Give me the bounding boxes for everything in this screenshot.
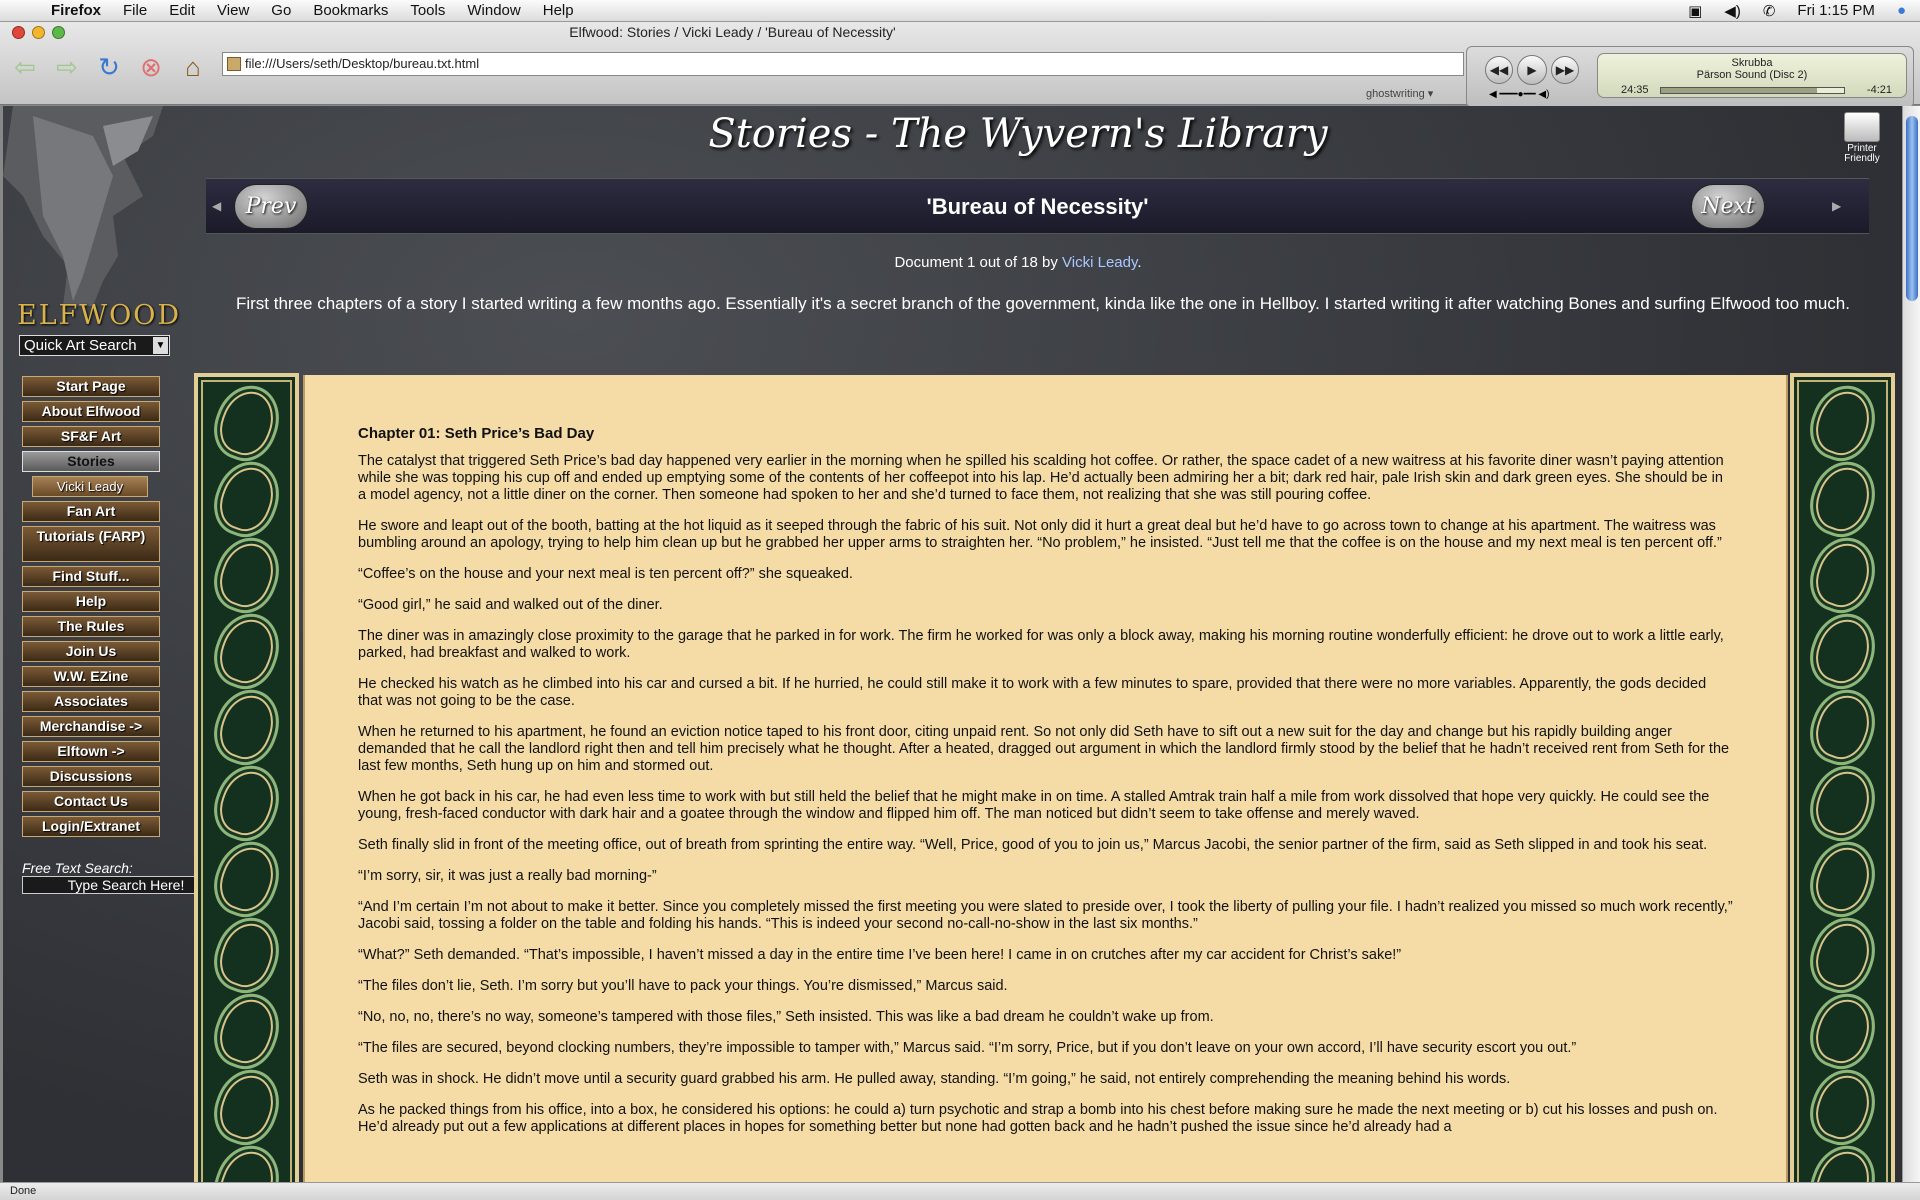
menu-window[interactable]: Window <box>467 2 521 19</box>
story-paragraph: “And I’m certain I’m not about to make it better. Since you completely missed the first meeting you were slated to preside over, I took the liberty of pulling your file. I hadn’t realized you missed so much work recently,” Jacobi said, tossing a folder on the table and folding his hands. “This is indeed your second no-call-no-show in the last six months.” <box>358 899 1733 932</box>
screen-icon[interactable]: ▣ <box>1688 2 1703 20</box>
celtic-knot-icon <box>205 377 289 470</box>
bookmark-folder-ghostwriting[interactable]: ghostwriting ▾ <box>1366 88 1434 100</box>
nav-button-elftown[interactable]: Elftown -> <box>22 741 160 762</box>
itunes-progress-bar[interactable] <box>1660 87 1845 94</box>
logo-text: ELFWOOD <box>17 300 182 331</box>
itunes-album-name: Pärson Sound (Disc 2) <box>1696 69 1808 81</box>
story-paragraph: The catalyst that triggered Seth Price’s bad day happened very earlier in the morning when he spilled his scalding hot coffee. Or rather, the space cadet of a new waitress at his favorite diner wasn’t paying attention while she was topping his cup off and ended up emptying some of the contents of her coffeepot into his lap. He’d actually been admiring her a bit; dark red hair, pale Irish skin and dark green eyes. She should be in a model agency, not a little diner on the corner. Then someone had spoken to her and she’d turned to face them, not realizing that she was still pouring coffee. <box>358 453 1724 503</box>
celtic-knot-icon <box>1801 453 1885 546</box>
celtic-knot-icon <box>1801 377 1885 470</box>
itunes-track-name: Skrubba <box>1731 57 1773 69</box>
printer-friendly-button[interactable] <box>1840 112 1884 164</box>
celtic-knot-icon <box>205 1061 289 1154</box>
elfwood-logo[interactable] <box>3 106 182 346</box>
author-link[interactable]: Vicki Leady <box>1062 254 1138 271</box>
story-paragraph: Seth was in shock. He didn’t move until a security guard grabbed his arm. He pulled away, standing. “I’m going,” he said, not entirely comprehending the meaning behind his words. <box>358 1071 1511 1087</box>
home-icon[interactable]: ⌂ <box>185 51 201 82</box>
nav-button-vicki-leady[interactable]: Vicki Leady <box>32 476 148 497</box>
menu-tools[interactable]: Tools <box>410 2 446 19</box>
nav-button-w-w-ezine[interactable]: W.W. EZine <box>22 666 160 687</box>
navigation-buttons <box>8 47 210 87</box>
printer-icon <box>1844 112 1880 142</box>
celtic-knot-icon <box>205 757 289 850</box>
forward-arrow-icon[interactable]: ⇨ <box>56 51 78 82</box>
spotlight-icon[interactable]: ● <box>1896 2 1906 19</box>
nav-button-help[interactable]: Help <box>22 591 160 612</box>
story-paragraph: He checked his watch as he climbed into his car and cursed a bit. If he hurried, he could still make it to work with a few minutes to spare, provided that there were no more variables. Apparently, the gods decided that was not going to be the case. <box>358 676 1707 709</box>
story-paragraph: When he got back in his car, he had even less time to work with but still held the belief that he might make in on time. A stalled Amtrak train half a mile from work dissolved that hope very quickly. He could see the young, fresh-faced conductor with dark hair and a goatee through the window and flipped him off. The man noticed but didn’t seem to take offense and merely waved. <box>358 789 1710 822</box>
phone-icon[interactable]: ✆ <box>1762 2 1776 20</box>
celtic-knot-icon <box>205 453 289 546</box>
nav-button-start-page[interactable]: Start Page <box>22 376 160 397</box>
free-text-search-label: Free Text Search: <box>22 860 133 876</box>
celtic-knot-icon <box>1801 985 1885 1078</box>
nav-button-fan-art[interactable]: Fan Art <box>22 501 160 522</box>
story-paragraph: He swore and leapt out of the booth, batting at the hot liquid as it seeped through the fabric of his suit. Not only did it hurt a great deal but he’d have to go across town to change at his apartment. The waitress was bumbling around an apology, trying to help him clean up but he grabbed her upper arms to straighten her. “No problem,” he insisted. “Just tell me that the coffee is on the house and my next meal is ten percent off.” <box>358 518 1722 551</box>
quick-art-search-value: Quick Art Search <box>24 337 137 354</box>
celtic-knot-icon <box>1801 833 1885 926</box>
story-paragraph: The diner was in amazingly close proximity to the garage that he parked in for work. The firm he worked for was only a block away, making his morning routine wonderfully efficient: he drove out to work a little early, parked, had breakfast and walked to work. <box>358 628 1724 661</box>
window-title: Elfwood: Stories / Vicki Leady / 'Bureau of Necessity' <box>569 24 896 40</box>
prev-button[interactable]: Prev <box>234 184 308 229</box>
celtic-border-right <box>1790 373 1895 1182</box>
clock[interactable]: Fri 1:15 PM <box>1797 2 1875 19</box>
celtic-knot-icon <box>205 681 289 774</box>
back-arrow-icon[interactable]: ⇦ <box>14 51 36 82</box>
celtic-knot-icon <box>1801 757 1885 850</box>
celtic-knot-icon <box>1801 529 1885 622</box>
nav-button-find-stuff[interactable]: Find Stuff... <box>22 566 160 587</box>
nav-button-merchandise[interactable]: Merchandise -> <box>22 716 160 737</box>
nav-button-tutorials-farp[interactable]: Tutorials (FARP) <box>22 526 160 562</box>
volume-icon[interactable]: ◀) <box>1724 2 1741 20</box>
menu-file[interactable]: File <box>123 2 148 19</box>
vertical-scrollbar[interactable] <box>1902 106 1920 1182</box>
celtic-knot-icon <box>205 605 289 698</box>
itunes-elapsed: 24:35 <box>1621 84 1649 96</box>
itunes-next-icon[interactable]: ▶▶ <box>1551 56 1579 84</box>
menu-bookmarks[interactable]: Bookmarks <box>313 2 389 19</box>
free-text-search <box>22 860 172 894</box>
document-info <box>163 254 1873 271</box>
story-paragraph: As he packed things from his office, into a box, he considered his options: he could a) turn psychotic and strap a bomb into his chest before making sure he made the next meeting or b) cut his losses and push on. He’d already put out a few applications at different places in hopes for something better but none had gotten back and he hadn’t pushed the issue since he’d already had a <box>358 1102 1718 1135</box>
celtic-knot-icon <box>205 909 289 1002</box>
story-navigation-bar <box>206 178 1869 234</box>
story-paragraph: Seth finally slid in front of the meeting office, out of breath from sprinting the entire way. “Well, Price, good of you to join us,” Marcus Jacobi, the senior partner of the firm, said as Seth slipped in and took his seat. <box>358 837 1708 853</box>
document-info-text: Document 1 out of 18 by <box>894 254 1063 271</box>
left-triangle-icon: ◀ <box>212 199 222 213</box>
site-sidebar-nav <box>22 376 160 841</box>
nav-button-stories[interactable]: Stories <box>22 451 160 472</box>
story-paragraph: “The files don’t lie, Seth. I’m sorry but you’ll have to pack your things. You’re dismissed,” Marcus said. <box>358 978 1008 994</box>
nav-button-contact-us[interactable]: Contact Us <box>22 791 160 812</box>
right-triangle-icon: ▶ <box>1832 199 1842 213</box>
story-paragraph: “I’m sorry, sir, it was just a really bad morning-” <box>358 868 657 884</box>
page-content <box>3 106 1902 1182</box>
menu-app-firefox[interactable]: Firefox <box>51 2 102 19</box>
menu-edit[interactable]: Edit <box>169 2 196 19</box>
story-paragraph: “Coffee’s on the house and your next meal is ten percent off?” she squeaked. <box>358 566 853 582</box>
site-favicon-icon <box>227 57 241 71</box>
story-paragraph: “What?” Seth demanded. “That’s impossible, I haven’t missed a day in the entire time I’ve been here! I came in on crutches after my car accident for Christ’s sake!” <box>358 947 1402 963</box>
stop-icon[interactable]: ⊗ <box>140 51 162 82</box>
itunes-volume-slider[interactable]: ◀ ━━━●━━ ◀) <box>1489 89 1550 100</box>
menu-go[interactable]: Go <box>271 2 292 19</box>
browser-toolbar <box>0 22 1920 105</box>
itunes-progress-fill <box>1661 88 1817 93</box>
celtic-knot-icon <box>1801 1061 1885 1154</box>
itunes-play-icon[interactable]: ▶ <box>1517 55 1547 85</box>
chapter-heading: Chapter 01: Seth Price’s Bad Day <box>358 425 595 442</box>
nav-button-about-elfwood[interactable]: About Elfwood <box>22 401 160 422</box>
document-info-end: . <box>1137 254 1142 271</box>
story-paragraph: When he returned to his apartment, he found an eviction notice taped to his front door, citing unpaid rent. So not only did Seth have to sift out a new suit for the day and change but his rapidly building anger demanded that he call the landlord right then and tell him precisely what he thought. After a heated, dragged out argument in which the landlord firmly stood by the belief that he hadn’t received rent from Seth for the last few months, Seth hung up on him and stormed out. <box>358 724 1730 774</box>
celtic-knot-icon <box>205 529 289 622</box>
celtic-knot-icon <box>1801 909 1885 1002</box>
quick-art-search-select[interactable] <box>19 335 170 356</box>
next-button[interactable]: Next <box>1691 184 1765 229</box>
celtic-knot-icon <box>205 985 289 1078</box>
url-text: file:///Users/seth/Desktop/bureau.txt.html <box>245 56 480 71</box>
document-title: 'Bureau of Necessity' <box>926 194 1149 219</box>
url-bar[interactable] <box>222 52 1464 76</box>
story-paragraph: “Good girl,” he said and walked out of the diner. <box>358 597 663 613</box>
status-bar: Done <box>0 1182 1920 1200</box>
menu-help[interactable]: Help <box>542 2 574 19</box>
story-paragraph: “No, no, no, there’s no way, someone’s tampered with those files,” Seth insisted. This was like a bad dream he couldn’t wake up from. <box>358 1009 1214 1025</box>
celtic-knot-icon <box>205 833 289 926</box>
page-title: Stories - The Wyvern's Library <box>708 111 1328 157</box>
scrollbar-thumb[interactable] <box>1906 116 1918 301</box>
nav-button-associates[interactable]: Associates <box>22 691 160 712</box>
nav-button-the-rules[interactable]: The Rules <box>22 616 160 637</box>
celtic-border-left <box>194 373 299 1182</box>
story-text-panel <box>303 375 1788 1182</box>
printer-friendly-label: Printer Friendly <box>1844 143 1880 164</box>
story-paragraph: “The files are secured, beyond clocking numbers, they’re impossible to tamper with,” Marcus said. “I’m sorry, Price, but if you don’t leave on your own accord, I’ll have security escort you out.” <box>358 1040 1577 1056</box>
nav-button-join-us[interactable]: Join Us <box>22 641 160 662</box>
nav-button-login-extranet[interactable]: Login/Extranet <box>22 816 160 837</box>
nav-button-discussions[interactable]: Discussions <box>22 766 160 787</box>
celtic-knot-icon <box>1801 605 1885 698</box>
itunes-display <box>1597 53 1907 98</box>
reload-icon[interactable]: ↻ <box>98 51 120 82</box>
mac-menubar <box>0 0 1920 22</box>
itunes-widget <box>1466 46 1914 108</box>
nav-button-sf-f-art[interactable]: SF&F Art <box>22 426 160 447</box>
story-paragraphs <box>358 453 1734 1136</box>
itunes-previous-icon[interactable]: ◀◀ <box>1485 56 1513 84</box>
menu-view[interactable]: View <box>217 2 250 19</box>
itunes-remaining: -4:21 <box>1866 84 1892 96</box>
story-description: First three chapters of a story I started writing a few months ago. Essentially it's a secret branch of the government, kinda like the one in Hellboy. I started writing it after watching Bones and surfing Elfwood too much. <box>235 294 1850 313</box>
celtic-knot-icon <box>1801 681 1885 774</box>
chevron-down-icon: ▼ <box>153 337 168 354</box>
